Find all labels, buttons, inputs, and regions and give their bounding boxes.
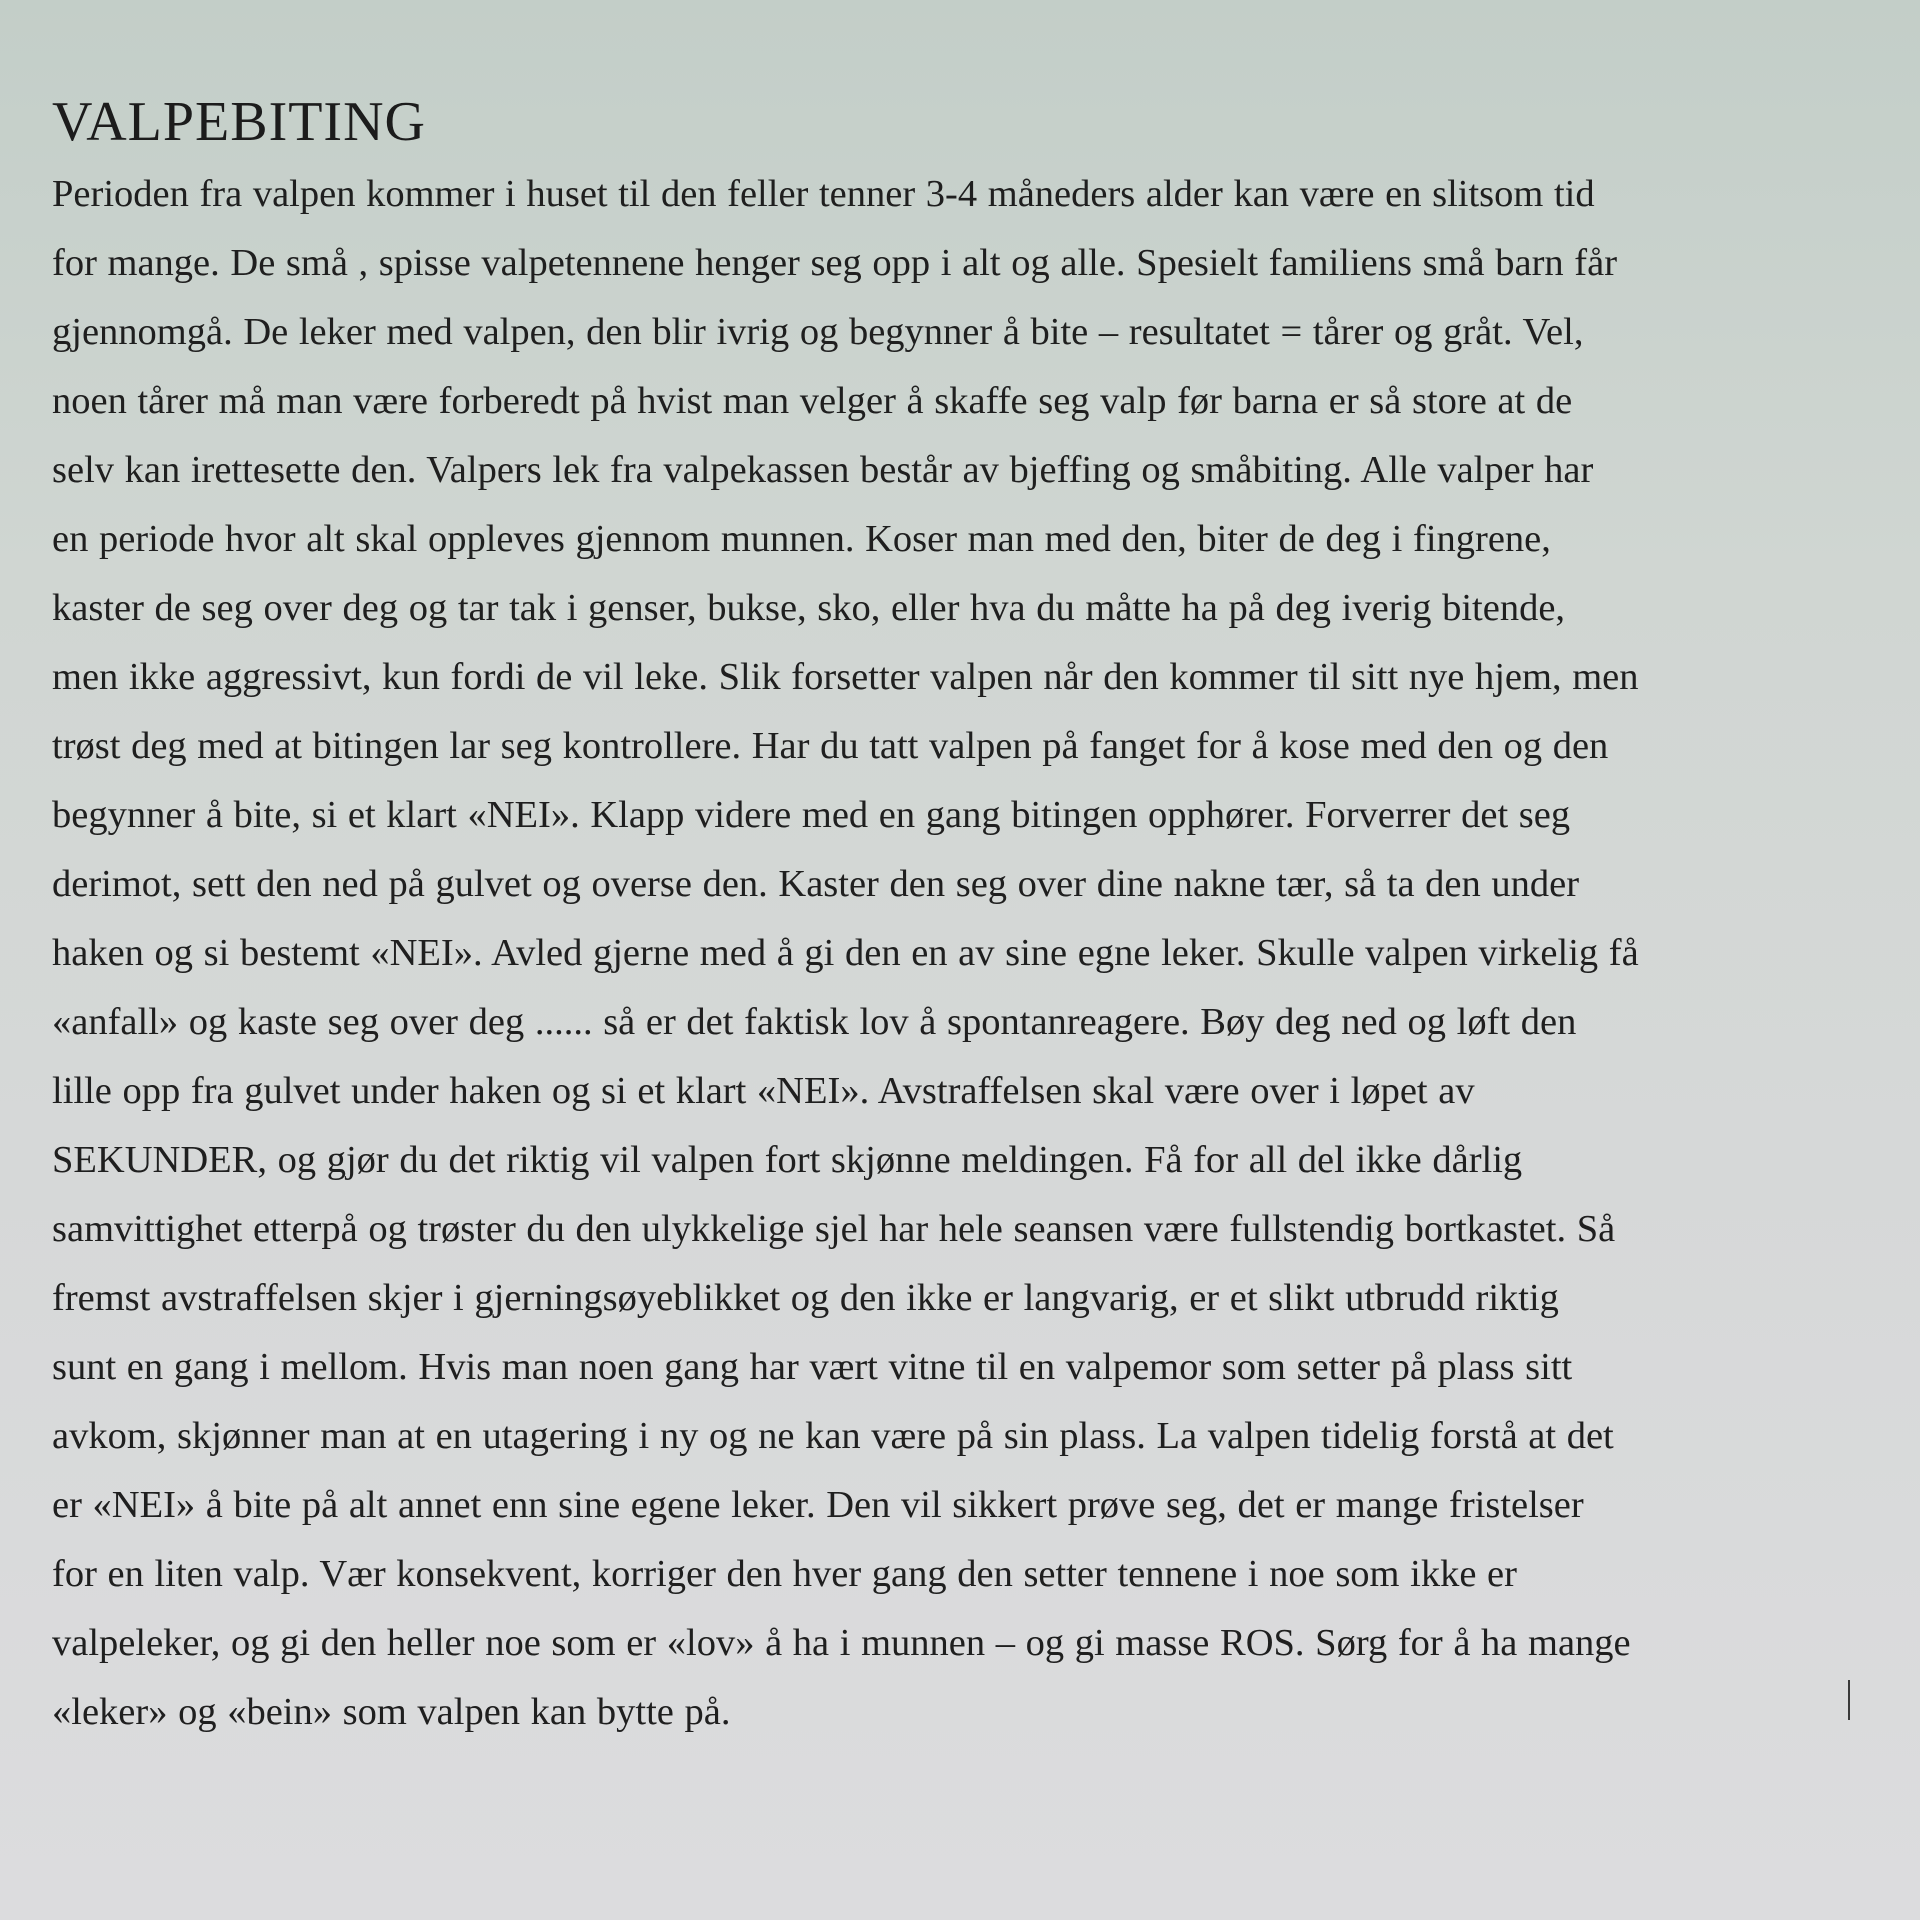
body-line: sunt en gang i mellom. Hvis man noen gang har vært vitne til en valpemor som setter på plass sitt xyxy=(52,1346,1573,1388)
body-line: gjennomgå. De leker med valpen, den blir ivrig og begynner å bite – resultatet = tårer og gråt. Vel, xyxy=(52,311,1584,353)
body-line: lille opp fra gulvet under haken og si et klart «NEI». Avstraffelsen skal være over i løpet av xyxy=(52,1070,1475,1112)
body-line: SEKUNDER, og gjør du det riktig vil valpen fort skjønne meldingen. Få for all del ikke dårlig xyxy=(52,1139,1523,1181)
body-line: samvittighet etterpå og trøster du den ulykkelige sjel har hele seansen være fullstendig bortkastet. Så xyxy=(52,1208,1616,1250)
body-line: haken og si bestemt «NEI». Avled gjerne med å gi den en av sine egne leker. Skulle valpen virkelig få xyxy=(52,932,1639,974)
body-line: trøst deg med at bitingen lar seg kontrollere. Har du tatt valpen på fanget for å kose med den og den xyxy=(52,725,1609,767)
body-line: begynner å bite, si et klart «NEI». Klapp videre med en gang bitingen opphører. Forverrer det seg xyxy=(52,794,1571,836)
document-body xyxy=(52,160,1902,1747)
text-cursor xyxy=(1848,1680,1850,1720)
body-line: derimot, sett den ned på gulvet og overse den. Kaster den seg over dine nakne tær, så ta den under xyxy=(52,863,1580,905)
body-line: «leker» og «bein» som valpen kan bytte på. xyxy=(52,1691,731,1733)
body-line: «anfall» og kaste seg over deg ...... så er det faktisk lov å spontanreagere. Bøy deg ned og løft den xyxy=(52,1001,1577,1043)
body-line: kaster de seg over deg og tar tak i genser, bukse, sko, eller hva du måtte ha på deg iverig bitende, xyxy=(52,587,1566,629)
body-line: noen tårer må man være forberedt på hvist man velger å skaffe seg valp før barna er så store at de xyxy=(52,380,1573,422)
body-line: selv kan irettesette den. Valpers lek fra valpekassen består av bjeffing og småbiting. Alle valper har xyxy=(52,449,1594,491)
body-line: avkom, skjønner man at en utagering i ny og ne kan være på sin plass. La valpen tidelig forstå at det xyxy=(52,1415,1614,1457)
document-title: VALPEBITING xyxy=(52,91,426,153)
body-line: er «NEI» å bite på alt annet enn sine egene leker. Den vil sikkert prøve seg, det er mange fristelser xyxy=(52,1484,1584,1526)
body-line: valpeleker, og gi den heller noe som er «lov» å ha i munnen – og gi masse ROS. Sørg for å ha mange xyxy=(52,1622,1631,1664)
body-line: fremst avstraffelsen skjer i gjerningsøyeblikket og den ikke er langvarig, er et slikt utbrudd riktig xyxy=(52,1277,1559,1319)
body-line: Perioden fra valpen kommer i huset til den feller tenner 3-4 måneders alder kan være en slitsom tid xyxy=(52,173,1595,215)
body-line: men ikke aggressivt, kun fordi de vil leke. Slik forsetter valpen når den kommer til sitt nye hjem, men xyxy=(52,656,1639,698)
body-line: for mange. De små , spisse valpetennene henger seg opp i alt og alle. Spesielt familiens små barn får xyxy=(52,242,1618,284)
body-line: for en liten valp. Vær konsekvent, korriger den hver gang den setter tennene i noe som ikke er xyxy=(52,1553,1517,1595)
body-line: en periode hvor alt skal oppleves gjennom munnen. Koser man med den, biter de deg i fingrene, xyxy=(52,518,1551,560)
